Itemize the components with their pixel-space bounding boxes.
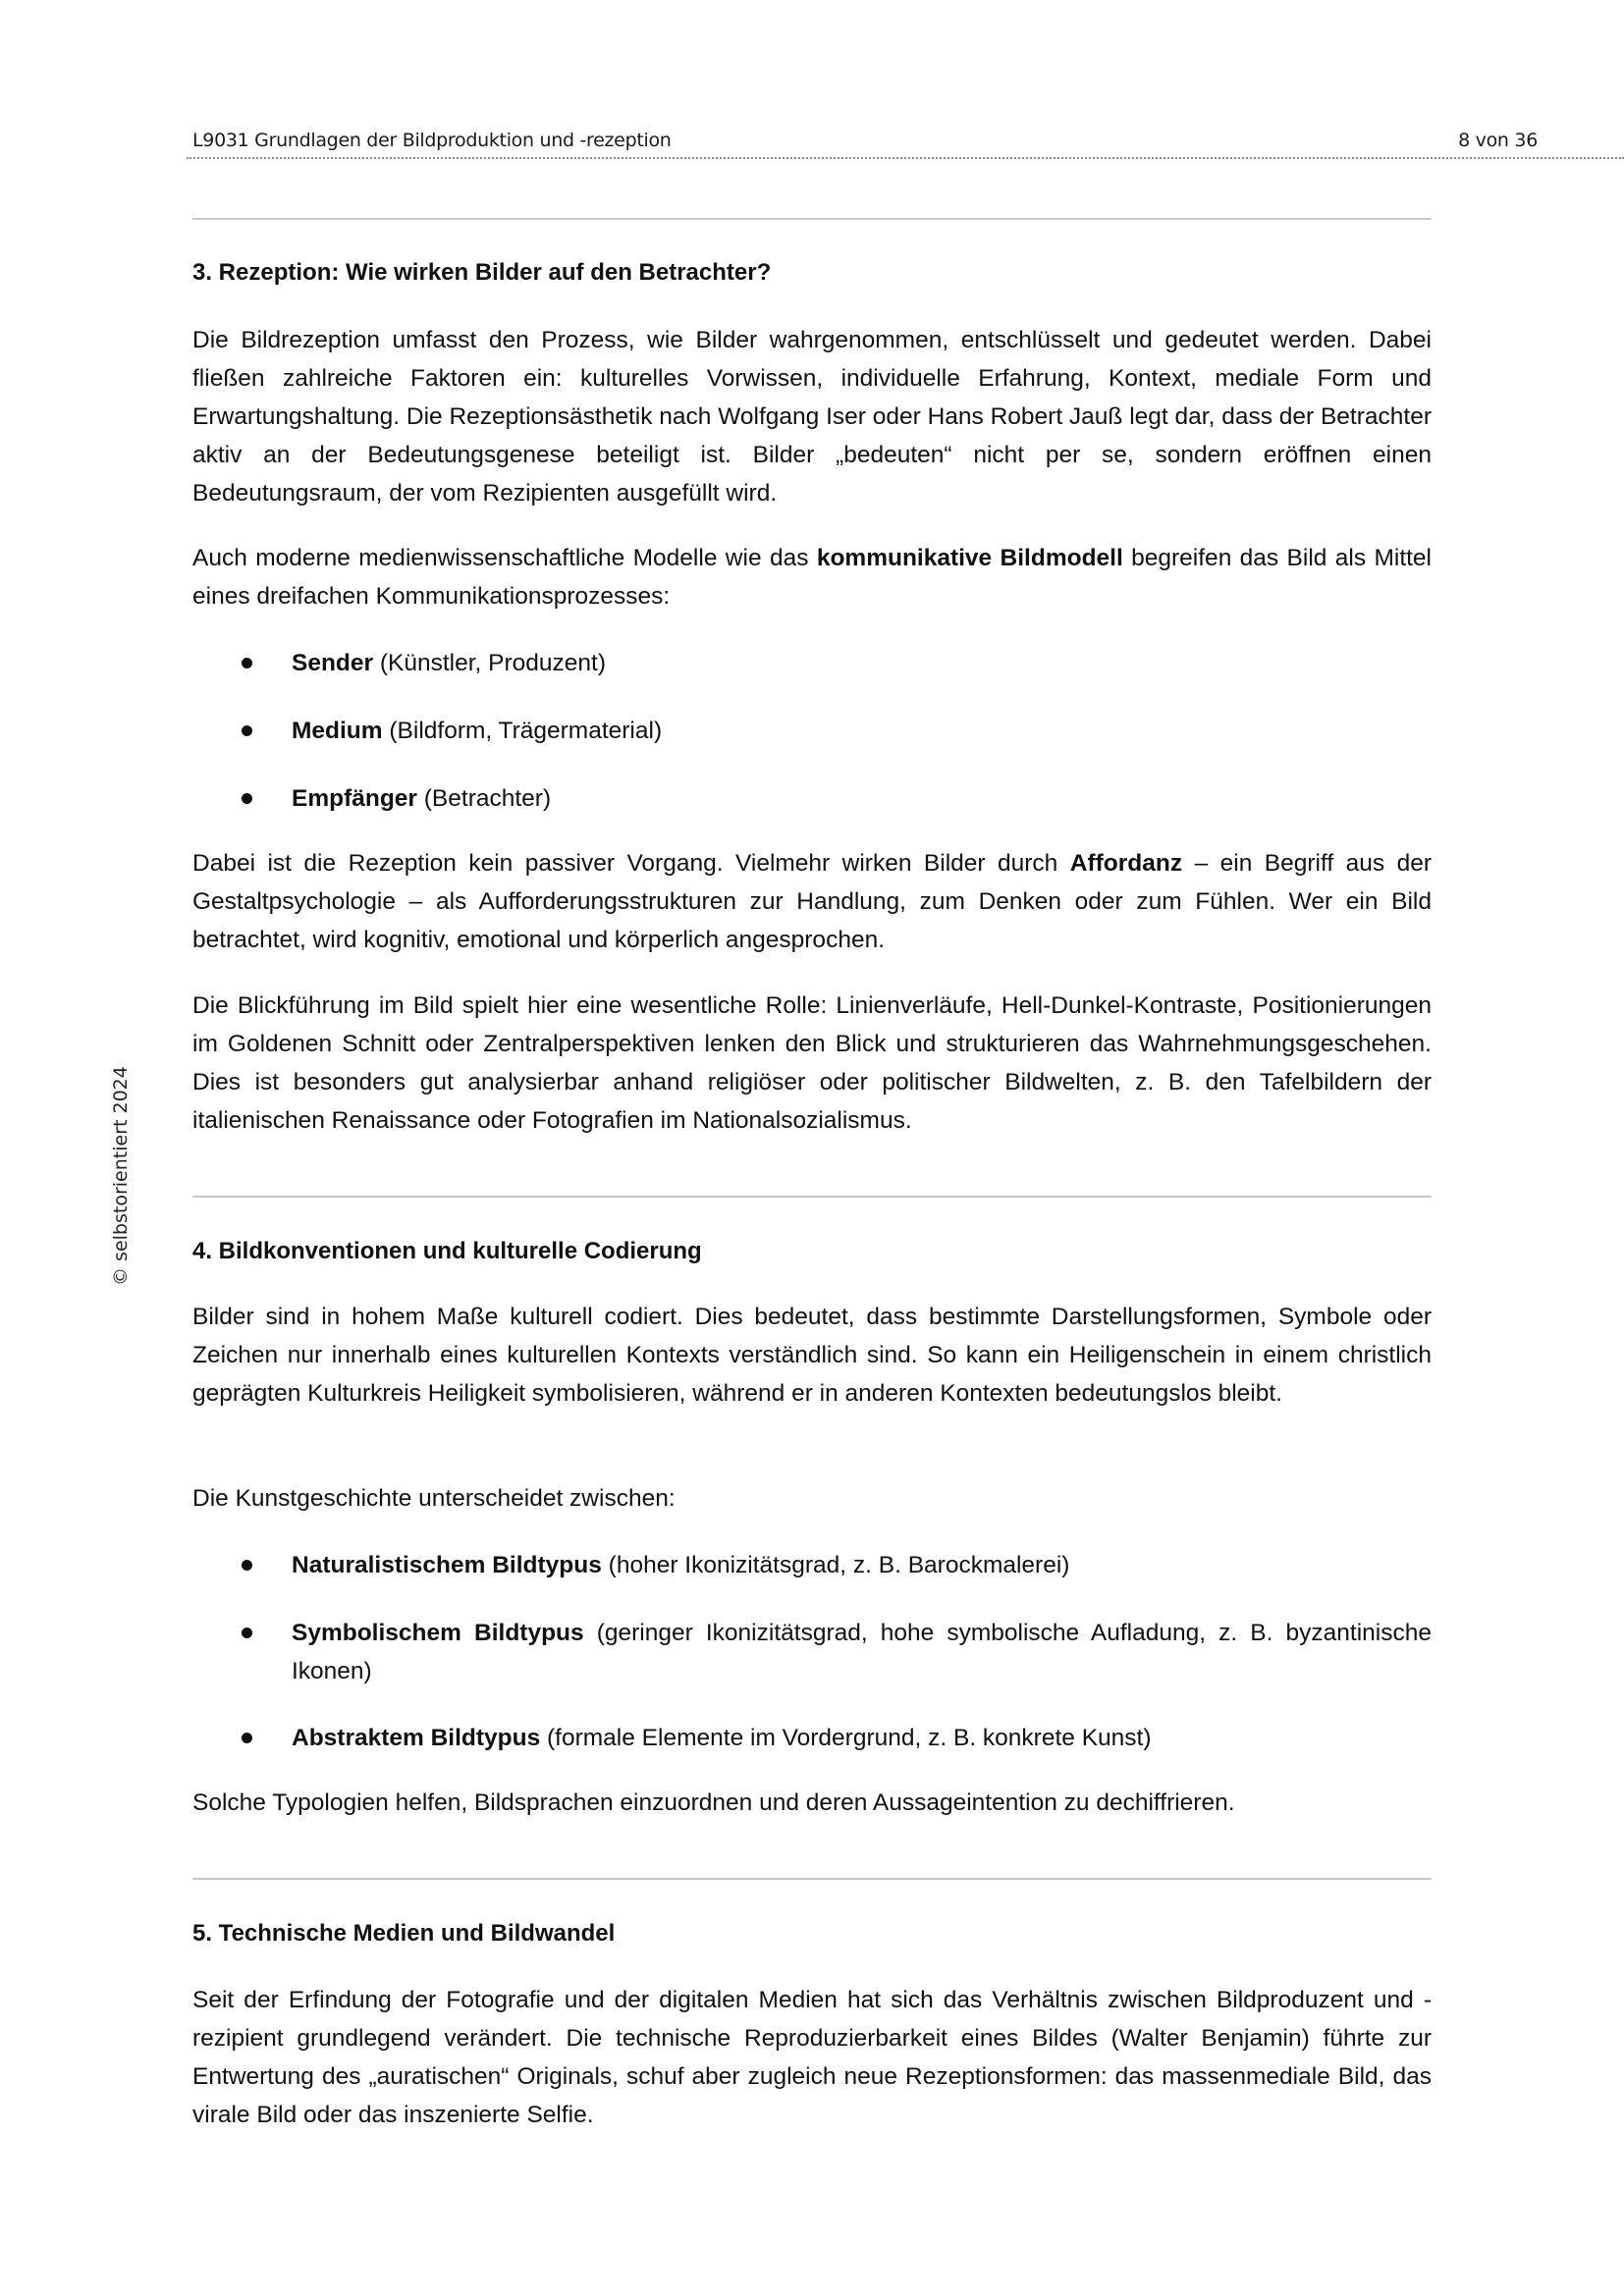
bold-term: Abstraktem Bildtypus <box>292 1725 541 1751</box>
paragraph: Solche Typologien helfen, Bildsprachen einzuordnen und deren Aussageintention zu dechiffrieren. <box>192 1789 1235 1816</box>
bold-term: Affordanz <box>1069 850 1183 877</box>
bold-term: kommunikative Bildmodell <box>816 545 1123 571</box>
bold-term: Sender <box>292 650 374 676</box>
header-divider <box>187 157 1624 159</box>
text: (Künstler, Produzent) <box>373 650 607 676</box>
bold-term: Medium <box>292 718 383 744</box>
bold-term: Naturalistischem Bildtypus <box>292 1552 602 1578</box>
text: (geringer Ikonizitätsgrad, hohe symbolische Aufladung, z. B. byzantinische Ikonen) <box>292 1620 1432 1684</box>
bullet-icon <box>242 1560 252 1571</box>
section-divider <box>192 1878 1432 1880</box>
section-heading: 5. Technische Medien und Bildwandel <box>192 1920 616 1947</box>
document-title: L9031 Grundlagen der Bildproduktion und -rezeption <box>192 130 672 151</box>
text: (Betrachter) <box>416 785 552 812</box>
section-divider <box>192 1196 1432 1198</box>
paragraph <box>192 539 1432 615</box>
section-heading: 4. Bildkonventionen und kulturelle Codierung <box>192 1238 702 1264</box>
text: Dabei ist die Rezeption kein passiver Vorgang. Vielmehr wirken Bilder durch <box>192 850 1070 877</box>
text: (Bildform, Trägermaterial) <box>382 718 663 744</box>
text: (hoher Ikonizitätsgrad, z. B. Barockmalerei) <box>601 1552 1070 1578</box>
bold-term: Symbolischem Bildtypus <box>292 1620 584 1646</box>
bullet-icon <box>242 725 252 736</box>
section-divider <box>192 218 1432 220</box>
text: begreifen das Bild als Mittel eines dreifachen Kommunikationsprozesses: <box>192 545 1432 610</box>
paragraph: Die Kunstgeschichte unterscheidet zwischen: <box>192 1485 676 1512</box>
copyright-note: © selbstorientiert 2024 <box>110 1066 132 1286</box>
text: – ein Begriff aus der Gestaltpsychologie – als Aufforderungsstrukturen zur Handlung, zum Denken oder zum Fühlen. Wer ein Bild betrachtet, wird kognitiv, emotional und körperlich angesprochen. <box>192 850 1432 953</box>
bullet-icon <box>242 1733 252 1743</box>
text: (formale Elemente im Vordergrund, z. B. konkrete Kunst) <box>540 1725 1152 1751</box>
paragraph: Die Blickführung im Bild spielt hier eine wesentliche Rolle: Linienverläufe, Hell-Dunkel-Kontraste, Positionierungen im Goldenen Schnitt oder Zentralperspektiven lenken den Blick und strukturieren das Wahrnehmungsgeschehen. Dies ist besonders gut analysierbar anhand religiöser oder politischer Bildwelten, z. B. den Tafelbildern der italienischen Renaissance oder Fotografien im Nationalsozialismus. <box>192 992 1432 1134</box>
paragraph: Bilder sind in hohem Maße kulturell codiert. Dies bedeutet, dass bestimmte Darstellungsformen, Symbole oder Zeichen nur innerhalb eines kulturellen Kontexts verständlich sind. So kann ein Heiligenschein in einem christlich geprägten Kulturkreis Heiligkeit symbolisieren, während er in anderen Kontexten bedeutungslos bleibt. <box>192 1304 1432 1407</box>
section-heading: 3. Rezeption: Wie wirken Bilder auf den Betrachter? <box>192 259 772 286</box>
page-header <box>192 128 1538 157</box>
paragraph: Seit der Erfindung der Fotografie und der digitalen Medien hat sich das Verhältnis zwischen Bildproduzent und -rezipient grundlegend verändert. Die technische Reproduzierbarkeit eines Bildes (Walter Benjamin) führte zur Entwertung des „auratischen“ Originals, schuf aber zugleich neue Rezeptionsformen: das massenmediale Bild, das virale Bild oder das inszenierte Selfie. <box>192 1987 1432 2128</box>
page-number: 8 von 36 <box>1458 130 1538 151</box>
bullet-icon <box>242 1628 252 1638</box>
paragraph: Die Bildrezeption umfasst den Prozess, wie Bilder wahrgenommen, entschlüsselt und gedeutet werden. Dabei fließen zahlreiche Faktoren ein: kulturelles Vorwissen, individuelle Erfahrung, Kontext, mediale Form und Erwartungshaltung. Die Rezeptionsästhetik nach Wolfgang Iser oder Hans Robert Jauß legt dar, dass der Betrachter aktiv an der Bedeutungsgenese beteiligt ist. Bilder „bedeuten“ nicht per se, sondern eröffnen einen Bedeutungsraum, der vom Rezipienten ausgefüllt wird. <box>192 327 1432 507</box>
bullet-icon <box>242 793 252 804</box>
bold-term: Empfänger <box>292 785 417 812</box>
text: Auch moderne medienwissenschaftliche Modelle wie das <box>192 545 817 571</box>
bullet-icon <box>242 658 252 668</box>
paragraph <box>192 844 1432 959</box>
